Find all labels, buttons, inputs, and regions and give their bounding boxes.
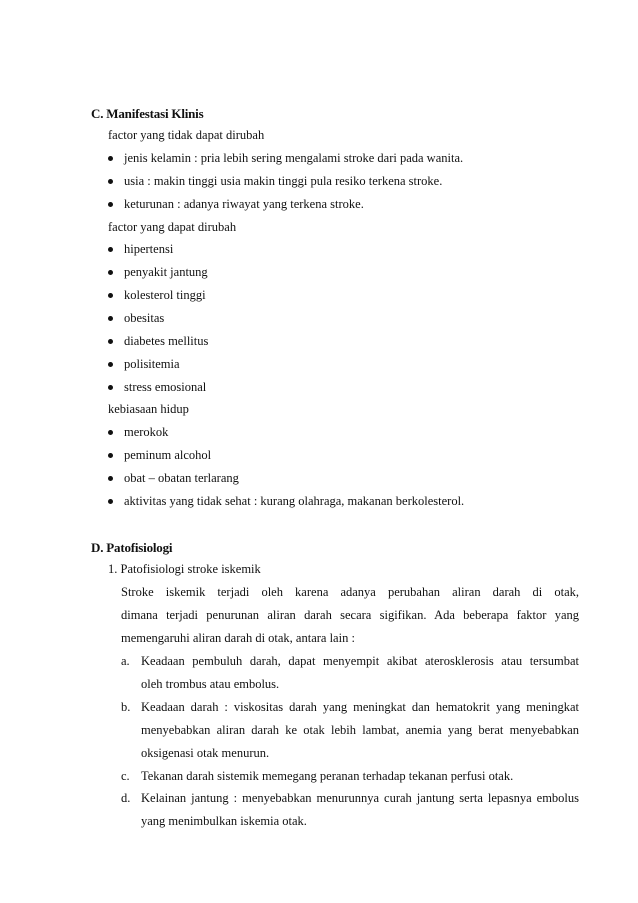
list-item: peminum alcohol — [108, 448, 211, 463]
sub-item-line: menyebabkan aliran darah ke otak lebih lambat, anemia yang berat menyebabkan — [141, 723, 579, 737]
list-item: usia : makin tinggi usia makin tinggi pula resiko terkena stroke. — [108, 174, 442, 189]
sub-item-line: Keadaan darah : viskositas darah yang meningkat dan hematokrit yang meningkat — [141, 700, 579, 714]
list-item: aktivitas yang tidak sehat : kurang olahraga, makanan berkolesterol. — [108, 494, 464, 509]
bullet-icon — [108, 430, 113, 435]
sub-item-letter: c. — [121, 769, 130, 783]
list-item: polisitemia — [108, 357, 180, 372]
list-item: kolesterol tinggi — [108, 288, 206, 303]
bullet-icon — [108, 293, 113, 298]
sub-item-line: Kelainan jantung : menyebabkan menurunnya curah jantung serta lepasnya embolus — [141, 791, 579, 805]
sub-item-line: yang menimbulkan iskemia otak. — [141, 814, 307, 828]
bullet-icon — [108, 179, 113, 184]
section-c-heading: C. Manifestasi Klinis — [91, 106, 204, 121]
bullet-icon — [108, 247, 113, 252]
list-item: diabetes mellitus — [108, 334, 208, 349]
bullet-icon — [108, 316, 113, 321]
bullet-icon — [108, 499, 113, 504]
sub-item-line: Keadaan pembuluh darah, dapat menyempit akibat aterosklerosis atau tersumbat — [141, 654, 579, 668]
list-item: stress emosional — [108, 380, 206, 395]
bullet-icon — [108, 339, 113, 344]
paragraph-line: Stroke iskemik terjadi oleh karena adanya perubahan aliran darah di otak, — [121, 585, 579, 599]
numbered-item-label: 1. Patofisiologi stroke iskemik — [108, 562, 261, 576]
sub-item-letter: a. — [121, 654, 130, 668]
list-item: penyakit jantung — [108, 265, 208, 280]
bullet-icon — [108, 362, 113, 367]
bullet-icon — [108, 453, 113, 458]
list-item: obesitas — [108, 311, 164, 326]
paragraph-line: dimana terjadi penurunan aliran darah secara sigifikan. Ada beberapa faktor yang — [121, 608, 579, 622]
group-title-unchangeable: factor yang tidak dapat dirubah — [108, 128, 265, 142]
sub-item-line: Tekanan darah sistemik memegang peranan terhadap tekanan perfusi otak. — [141, 769, 514, 783]
section-d-heading: D. Patofisiologi — [91, 540, 173, 555]
list-item: obat – obatan terlarang — [108, 471, 239, 486]
bullet-icon — [108, 202, 113, 207]
sub-item-line: oksigenasi otak menurun. — [141, 746, 270, 760]
list-item: jenis kelamin : pria lebih sering mengalami stroke dari pada wanita. — [108, 151, 463, 166]
bullet-icon — [108, 156, 113, 161]
list-item: merokok — [108, 425, 168, 440]
bullet-icon — [108, 385, 113, 390]
paragraph-line: memengaruhi aliran darah di otak, antara lain : — [121, 631, 355, 645]
list-item: hipertensi — [108, 242, 173, 257]
list-item: keturunan : adanya riwayat yang terkena stroke. — [108, 197, 364, 212]
sub-item-line: oleh trombus atau embolus. — [141, 677, 280, 691]
bullet-icon — [108, 270, 113, 275]
bullet-icon — [108, 476, 113, 481]
sub-item-letter: b. — [121, 700, 131, 714]
group-title-changeable: factor yang dapat dirubah — [108, 220, 237, 234]
sub-item-letter: d. — [121, 791, 131, 805]
group-title-habits: kebiasaan hidup — [108, 402, 189, 416]
